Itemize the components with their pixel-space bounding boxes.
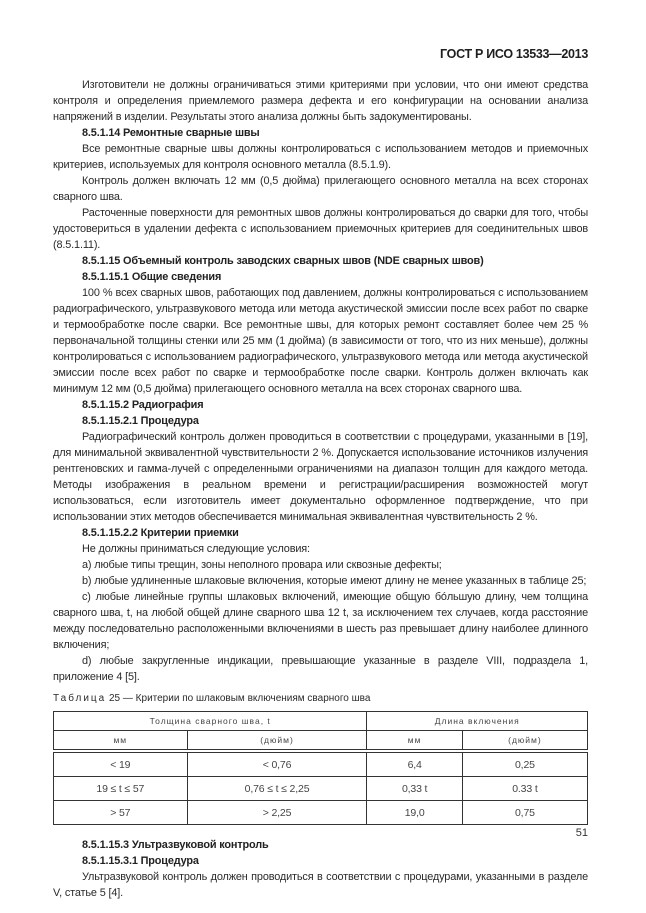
table-row [54, 801, 588, 825]
section-heading-8-5-1-15-2-2: 8.5.1.15.2.2 Критерии приемки [82, 527, 239, 539]
section-heading-8-5-1-15-2: 8.5.1.15.2 Радиография [82, 399, 204, 411]
table-cell: < 19 [54, 751, 188, 777]
list-item-d: d) любые закругленные индикации, превышающие указанные в разделе VIII, подраздела 1, приложение 4 [5]. [53, 655, 588, 683]
table-cell: 19 ≤ t ≤ 57 [54, 777, 188, 801]
document-standard-id: ГОСТ Р ИСО 13533—2013 [440, 47, 588, 61]
paragraph: Расточенные поверхности для ремонтных швов должны контролироваться до сварки для того, чтобы удостовериться в удалении дефекта с использованием приемочных критериев для соединительных швов (8.5.1.11). [53, 207, 588, 251]
paragraph: Ультразвуковой контроль должен проводиться в соответствии с процедурами, указанными в разделе V, статье 5 [4]. [53, 871, 588, 899]
column-group-weld-thickness: Толщина сварного шва, t [54, 712, 367, 731]
unit-header: (дюйм) [187, 731, 367, 752]
table-cell: > 57 [54, 801, 188, 825]
table-cell: 0,25 [462, 751, 587, 777]
list-item-a: a) любые типы трещин, зоны неполного провара или сквозные дефекты; [82, 559, 442, 571]
table-caption-prefix: Таблица [53, 693, 107, 704]
unit-header: (дюйм) [462, 731, 587, 752]
table-cell: 0.33 t [462, 777, 587, 801]
slag-inclusion-criteria-table [53, 711, 588, 825]
table-cell: 19,0 [367, 801, 462, 825]
list-item-b: b) любые удлиненные шлаковые включения, которые имеют длину не менее указанных в таблице 25; [82, 575, 587, 587]
unit-header: мм [54, 731, 188, 752]
table-caption [53, 691, 588, 707]
table-row [54, 777, 588, 801]
section-heading-8-5-1-15-1: 8.5.1.15.1 Общие сведения [82, 271, 222, 283]
table-cell: 0,76 ≤ t ≤ 2,25 [187, 777, 367, 801]
table-cell: 0,75 [462, 801, 587, 825]
section-heading-8-5-1-15-2-1: 8.5.1.15.2.1 Процедура [82, 415, 199, 427]
table-cell: > 2,25 [187, 801, 367, 825]
section-heading-8-5-1-15-3: 8.5.1.15.3 Ультразвуковой контроль [82, 839, 269, 851]
table-cell: 6,4 [367, 751, 462, 777]
paragraph: Радиографический контроль должен проводиться в соответствии с процедурами, указанными в [19], для минимальной эквивалентной чувствительности 2 %. Допускается использование источников излучения рентгеновских и гамма-лучей с определенными ограничениями на диапазон толщин для каждого метода. Методы изображения в реальном времени и регистрации/расширения возможностей могут использоваться, если изготовитель имеет документально оформленное подтверждение, что при использовании этих методов обеспечивается минимальная эквивалентная чувствительность 2 %. [53, 431, 588, 523]
table-cell: 0,33 t [367, 777, 462, 801]
section-heading-8-5-1-15-3-1: 8.5.1.15.3.1 Процедура [82, 855, 199, 867]
list-item-c: c) любые линейные группы шлаковых включений, имеющие общую бóльшую длину, чем толщина сварного шва, t, на любой общей длине сварного шва 12 t, за исключением тех случаев, когда расстояние между последовательно расположенными включениями в шесть раз превышает длину наиболее длинного включения; [53, 591, 588, 651]
paragraph: Не должны приниматься следующие условия: [82, 543, 310, 555]
table-caption-title: 25 — Критерии по шлаковым включениям сварного шва [106, 693, 371, 704]
table-row [54, 751, 588, 777]
page-number: 51 [575, 827, 588, 839]
paragraph: Контроль должен включать 12 мм (0,5 дюйма) прилегающего основного металла на всех сторонах сварного шва. [53, 175, 588, 203]
table-cell: < 0,76 [187, 751, 367, 777]
unit-header: мм [367, 731, 462, 752]
section-heading-8-5-1-14: 8.5.1.14 Ремонтные сварные швы [82, 127, 260, 139]
paragraph: 100 % всех сварных швов, работающих под давлением, должны контролироваться с использованием радиографического, ультразвукового метода или метода акустической эмиссии после всех работ по сварке и термообработке после сварки. Все ремонтные швы, для которых ремонт составляет более чем 25 % первоначальной толщины стенки или 25 мм (1 дюйма) (в зависимости от того, что из них меньше), должны контролироваться с использованием радиографического, ультразвукового метода или метода акустической эмиссии после всех работ по сварке и термообработке после сварки. Контроль должен включать как минимум 12 мм (0,5 дюйма) прилегающего основного металла на всех сторонах сварного шва. [53, 287, 588, 395]
paragraph: Изготовители не должны ограничиваться этими критериями при условии, что они имеют средства контроля и определения приемлемого размера дефекта и его конфигурации на основании анализа напряжений в изделии. Результаты этого анализа должны быть задокументированы. [53, 79, 588, 123]
paragraph: Все ремонтные сварные швы должны контролироваться с использованием методов и приемочных критериев, используемых для контроля основного металла (8.5.1.9). [53, 143, 588, 171]
section-heading-8-5-1-15: 8.5.1.15 Объемный контроль заводских сварных швов (NDE сварных швов) [82, 255, 484, 267]
page-body [53, 77, 588, 901]
column-group-inclusion-length: Длина включения [367, 712, 588, 731]
